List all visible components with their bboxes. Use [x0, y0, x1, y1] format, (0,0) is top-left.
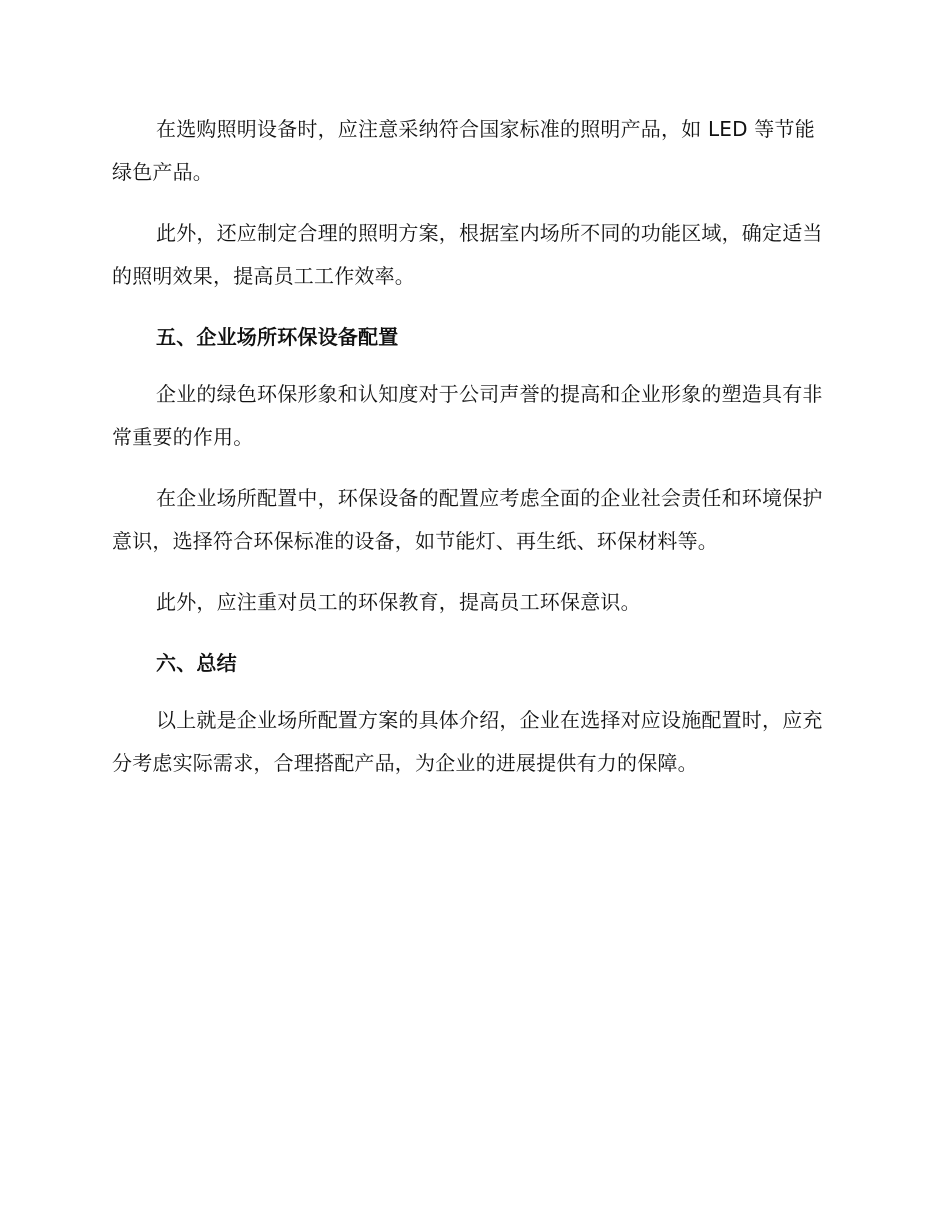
document-body	[112, 108, 832, 803]
paragraph-green-image: 企业的绿色环保形象和认知度对于公司声誉的提高和企业形象的塑造具有非常重要的作用。	[112, 382, 823, 449]
section-heading-environmental: 五、企业场所环保设备配置	[156, 325, 399, 349]
paragraph-eco-equipment: 在企业场所配置中，环保设备的配置应考虑全面的企业社会责任和环境保护意识，选择符合环保标准的设备，如节能灯、再生纸、环保材料等。	[112, 486, 823, 553]
section-heading-summary: 六、总结	[156, 651, 237, 675]
paragraph-eco-education: 此外，应注重对员工的环保教育，提高员工环保意识。	[156, 590, 641, 614]
paragraph-lighting-plan: 此外，还应制定合理的照明方案，根据室内场所不同的功能区域，确定适当的照明效果，提高员工工作效率。	[112, 221, 823, 288]
paragraph-summary: 以上就是企业场所配置方案的具体介绍，企业在选择对应设施配置时，应充分考虑实际需求，合理搭配产品，为企业的进展提供有力的保障。	[112, 708, 823, 775]
paragraph-lighting-selection: 在选购照明设备时，应注意采纳符合国家标准的照明产品，如 LED 等节能绿色产品。	[112, 117, 815, 184]
